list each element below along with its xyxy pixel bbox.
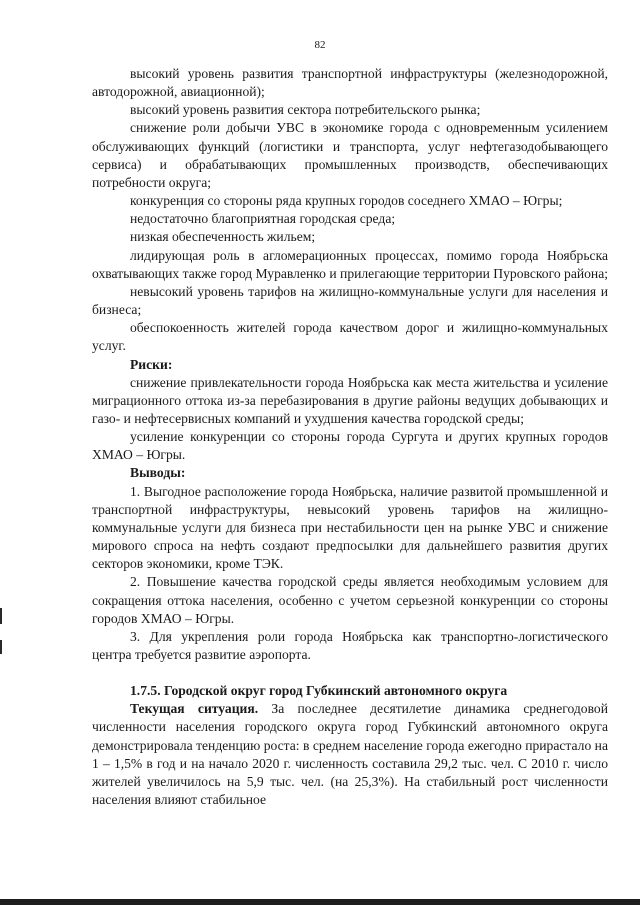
paragraph: высокий уровень развития сектора потребительского рынка;	[130, 102, 481, 118]
paragraph: 3. Для укрепления роли города Ноябрьска как транспортно-логистического центра требуется развитие аэропорта.	[92, 628, 608, 662]
paragraph: снижение привлекательности города Ноябрьска как места жительства и усиление миграционного оттока из-за перебазирования в другие районы ведущих добывающих и газо- и нефтесервисных компаний и ухудшения качества городской среды;	[92, 374, 608, 426]
paragraph: снижение роли добычи УВС в экономике города с одновременным усилением обслуживающих функций (логистики и транспорта, услуг нефтегазодобывающего сервиса) и обрабатывающих промышленных производств, обеспечивающих потребности округа;	[92, 120, 608, 190]
paragraph-text: За последнее десятилетие динамика среднегодовой численности населения городского округа город Губкинский автономного округа демонстрировала тенденцию роста: в среднем население города ежегодно прирастало на 1 – 1,5% в год и на начало 2020 г. численность составила 29,2 тыс. чел. С 2010 г. число жителей увеличилось на 5,9 тыс. чел. (на 25,3%). На стабильный рост численности населения влияют стабильное	[92, 701, 608, 808]
conclusions-heading: Выводы:	[130, 465, 186, 481]
scan-bottom-border	[0, 899, 640, 905]
section-heading: 1.7.5. Городской округ город Губкинский автономного округа	[130, 683, 508, 699]
paragraph: 1. Выгодное расположение города Ноябрьска, наличие развитой промышленной и транспортной инфраструктуры, невысокий уровень тарифов на жилищно-коммунальные услуги для бизнеса при нестабильности цен на рынке УВС и снижение мирового спроса на нефть создают предпосылки для дальнейшего развития других секторов экономики, кроме ТЭК.	[92, 483, 608, 572]
paragraph: лидирующая роль в агломерационных процессах, помимо города Ноябрьска охватывающих также город Муравленко и прилегающие территории Пуровского района;	[92, 247, 609, 281]
paragraph: усиление конкуренции со стороны города Сургута и других крупных городов ХМАО – Югры.	[92, 429, 608, 463]
page-number: 82	[314, 39, 326, 51]
paragraph: высокий уровень развития транспортной инфраструктуры (железнодорожной, автодорожной, авиационной);	[92, 66, 608, 100]
paragraph: конкуренция со стороны ряда крупных городов соседнего ХМАО – Югры;	[130, 193, 563, 209]
paragraph: обеспокоенность жителей города качеством дорог и жилищно-коммунальных услуг.	[92, 320, 608, 354]
paragraph	[92, 700, 608, 809]
document-body	[92, 65, 608, 809]
paragraph: невысокий уровень тарифов на жилищно-коммунальные услуги для населения и бизнеса;	[92, 283, 608, 318]
scan-edge-mark	[0, 640, 2, 654]
paragraph: недостаточно благоприятная городская среда;	[130, 211, 396, 227]
paragraph: низкая обеспеченность жильем;	[130, 229, 316, 245]
section-spacer	[92, 664, 608, 682]
paragraph: 2. Повышение качества городской среды является необходимым условием для сокращения оттока населения, особенно с учетом серьезной конкуренции со стороны городов ХМАО – Югры.	[92, 574, 608, 626]
risks-heading: Риски:	[130, 356, 173, 372]
paragraph-lead: Текущая ситуация.	[130, 701, 259, 717]
scan-edge-mark	[0, 608, 2, 624]
